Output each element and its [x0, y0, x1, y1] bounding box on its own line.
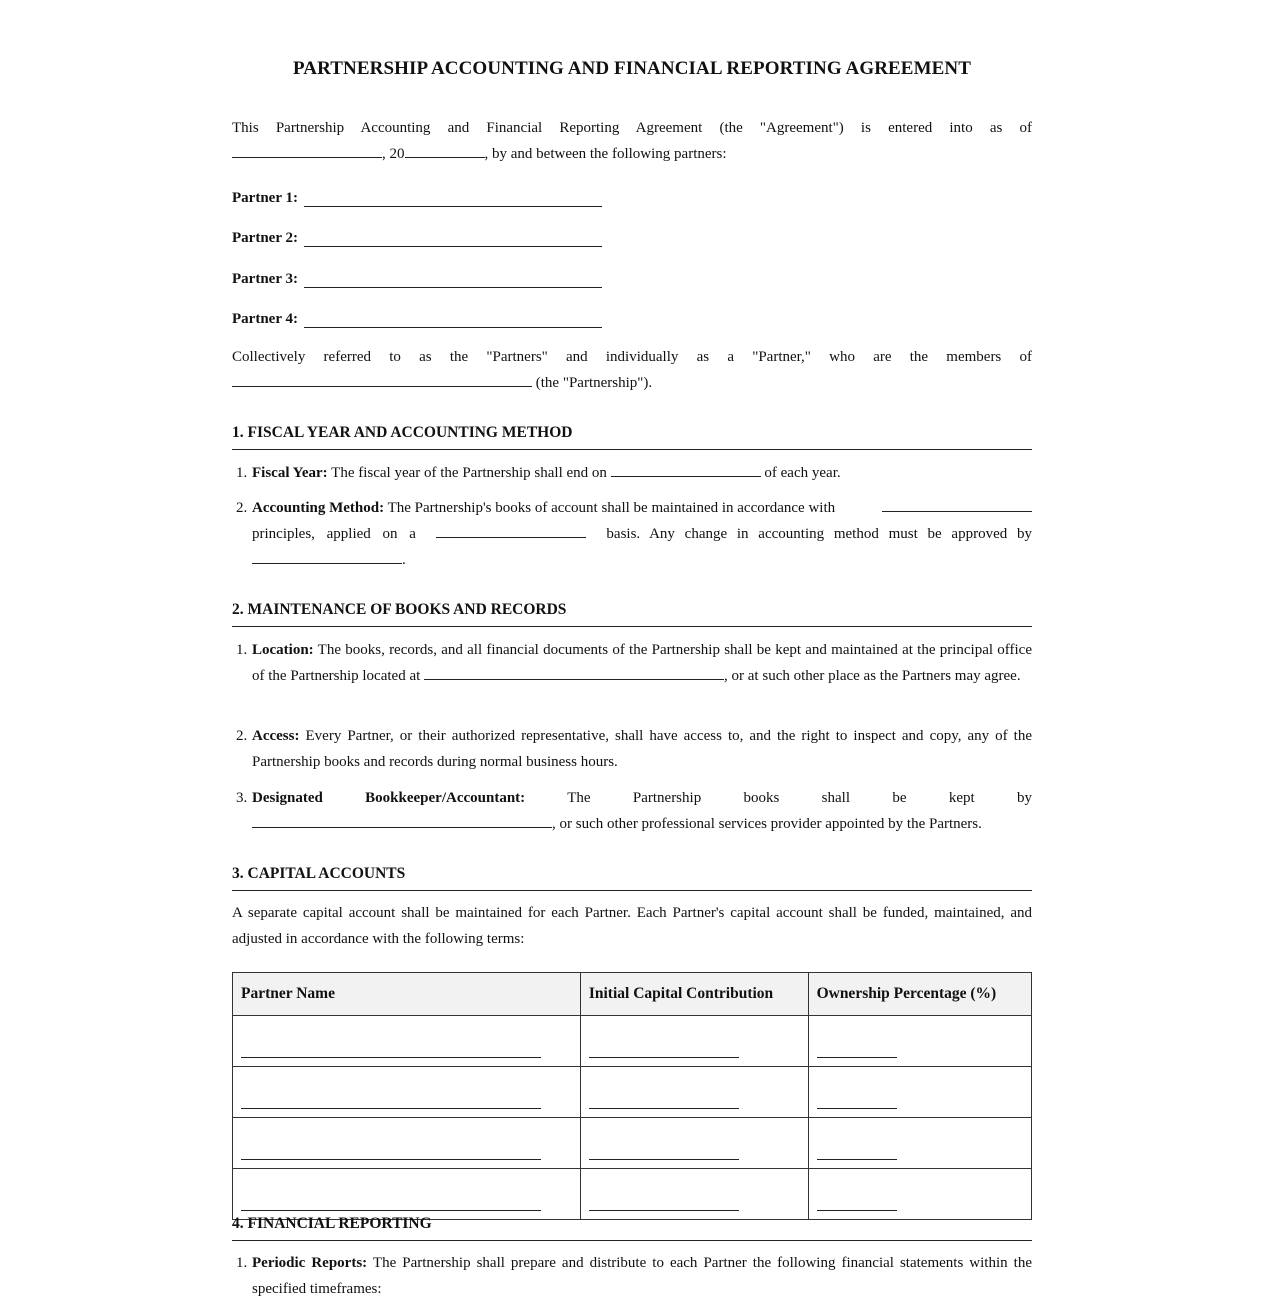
partner-label: Partner 3: — [232, 271, 298, 287]
ownership-percentage-blank[interactable] — [817, 1209, 897, 1211]
item-number: 1. — [236, 1255, 248, 1271]
table-row — [233, 1118, 1032, 1169]
table-row — [233, 1016, 1032, 1067]
column-header-partner-name: Partner Name — [233, 973, 581, 1016]
item-text: The Partnership's books of account shall be maintained in accordance with — [387, 500, 836, 516]
item-label: Location: — [252, 642, 314, 658]
item-label: Accounting Method: — [252, 500, 385, 516]
item-number: 2. — [236, 500, 248, 516]
item-number: 1. — [236, 642, 248, 658]
table-header-row — [233, 973, 1032, 1016]
partner-label: Partner 1: — [232, 190, 298, 206]
partner-label: Partner 2: — [232, 230, 298, 246]
table-row — [233, 1169, 1032, 1220]
intro-text: This Partnership Accounting and Financial Reporting Agreement (the "Agreement") is entered into as of — [232, 120, 1032, 136]
item-number: 1. — [236, 465, 248, 481]
item-text: . — [402, 552, 406, 568]
accounting-principles-blank[interactable] — [882, 495, 1032, 512]
section-heading-2: 2. MAINTENANCE OF BOOKS AND RECORDS — [232, 601, 1032, 627]
approval-authority-blank[interactable] — [252, 547, 402, 564]
partner-row-4 — [232, 307, 602, 331]
date-day-blank[interactable] — [232, 141, 382, 158]
ownership-percentage-blank[interactable] — [817, 1158, 897, 1160]
item-text: principles, applied on a — [252, 526, 416, 542]
access-item — [232, 723, 1032, 775]
partner-name-blank[interactable] — [241, 1056, 541, 1058]
partner-3-name-blank[interactable] — [304, 267, 602, 288]
document-title: PARTNERSHIP ACCOUNTING AND FINANCIAL REPORTING AGREEMENT — [293, 58, 971, 79]
capital-accounts-table — [232, 972, 1032, 1220]
column-header-ownership-percentage: Ownership Percentage (%) — [808, 973, 1031, 1016]
item-text: Every Partner, or their authorized representative, shall have access to, and the right to inspect and copy, any of the Partnership books and records during normal business hours. — [252, 728, 1033, 770]
intro-text-end: , by and between the following partners: — [484, 146, 727, 162]
collective-text-end: (the "Partnership"). — [535, 375, 653, 391]
item-text: The books, records, and all financial documents of the Partnership shall be kept and maintained at the principal office of the Partnership located at — [252, 642, 1032, 684]
item-label: Periodic Reports: — [252, 1255, 368, 1271]
fiscal-year-item — [232, 460, 1032, 486]
item-text: The fiscal year of the Partnership shall end on — [331, 465, 607, 481]
intro-paragraph — [232, 115, 1032, 167]
item-label: Designated Bookkeeper/Accountant: — [252, 790, 526, 806]
principal-office-address-blank[interactable] — [424, 663, 724, 680]
partner-name-blank[interactable] — [241, 1107, 541, 1109]
column-header-initial-capital: Initial Capital Contribution — [580, 973, 808, 1016]
ownership-percentage-blank[interactable] — [817, 1056, 897, 1058]
accounting-basis-blank[interactable] — [436, 521, 586, 538]
collective-text: Collectively referred to as the "Partners" and individually as a "Partner," who are the members of — [232, 349, 1032, 365]
fiscal-year-end-blank[interactable] — [611, 460, 761, 477]
table-row — [233, 1067, 1032, 1118]
capital-accounts-paragraph: A separate capital account shall be maintained for each Partner. Each Partner's capital account shall be funded, maintained, and adjusted in accordance with the following terms: — [232, 905, 1032, 947]
partner-name-blank[interactable] — [241, 1209, 541, 1211]
partner-4-name-blank[interactable] — [304, 307, 602, 328]
partner-label: Partner 4: — [232, 311, 298, 327]
item-text: The Partnership shall prepare and distribute to each Partner the following financial statements within the specified timeframes: — [252, 1255, 1032, 1297]
location-item — [232, 637, 1032, 689]
partner-row-3 — [232, 267, 602, 291]
section-heading-1: 1. FISCAL YEAR AND ACCOUNTING METHOD — [232, 424, 1032, 450]
item-text: , or at such other place as the Partners may agree. — [724, 668, 1021, 684]
partner-2-name-blank[interactable] — [304, 226, 602, 247]
item-number: 3. — [236, 790, 248, 806]
date-year-blank[interactable] — [405, 141, 485, 158]
capital-contribution-blank[interactable] — [589, 1158, 739, 1160]
periodic-reports-item — [232, 1250, 1032, 1302]
item-text: basis. Any change in accounting method must be approved by — [606, 526, 1032, 542]
intro-year-prefix: , 20 — [382, 146, 405, 162]
bookkeeper-item — [232, 785, 1032, 837]
bookkeeper-name-blank[interactable] — [252, 811, 552, 828]
capital-contribution-blank[interactable] — [589, 1209, 739, 1211]
section-heading-3: 3. CAPITAL ACCOUNTS — [232, 865, 1032, 891]
partner-row-1 — [232, 186, 602, 210]
item-text: of each year. — [764, 465, 841, 481]
accounting-method-item — [232, 495, 1032, 573]
partnership-name-blank[interactable] — [232, 370, 532, 387]
capital-contribution-blank[interactable] — [589, 1056, 739, 1058]
collective-paragraph — [232, 344, 1032, 396]
ownership-percentage-blank[interactable] — [817, 1107, 897, 1109]
capital-contribution-blank[interactable] — [589, 1107, 739, 1109]
partner-row-2 — [232, 226, 602, 250]
partner-name-blank[interactable] — [241, 1158, 541, 1160]
item-label: Access: — [252, 728, 300, 744]
item-text: , or such other professional services provider appointed by the Partners. — [552, 816, 982, 832]
item-text: The Partnership books shall be kept by — [567, 790, 1032, 806]
item-label: Fiscal Year: — [252, 465, 328, 481]
item-number: 2. — [236, 728, 248, 744]
section-heading-4: 4. FINANCIAL REPORTING — [232, 1215, 1032, 1241]
partner-1-name-blank[interactable] — [304, 186, 602, 207]
